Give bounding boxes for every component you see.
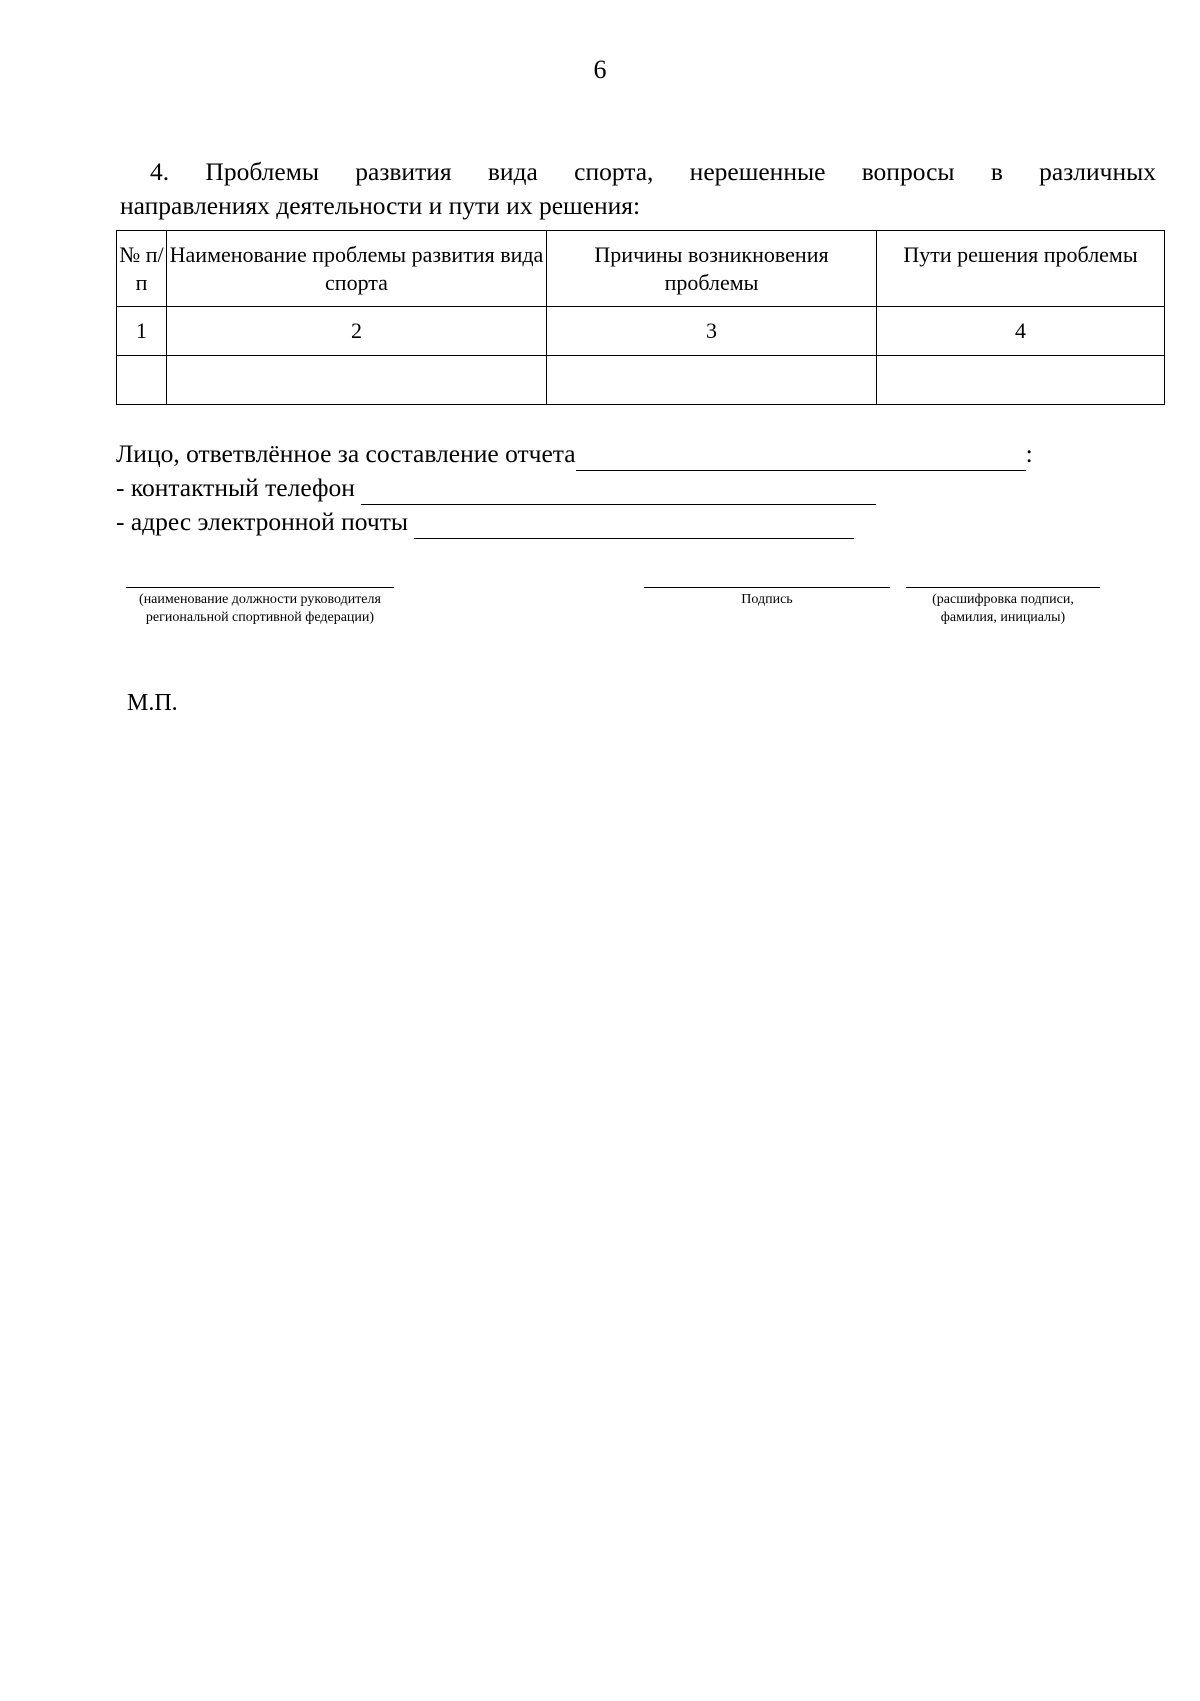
table-cell: 3 (547, 307, 877, 356)
phone-field[interactable] (361, 480, 876, 505)
name-caption: (расшифровка подписи, фамилия, инициалы) (932, 592, 1074, 625)
email-line (116, 505, 1033, 539)
signature-caption: Подпись (741, 592, 793, 607)
section-heading (120, 155, 1156, 223)
table-cell: 4 (877, 307, 1165, 356)
position-caption: (наименование должности руководителя региональной спортивной федерации) (139, 592, 381, 625)
responsible-person-block (116, 437, 1033, 539)
email-label: - адрес электронной почты (116, 507, 408, 536)
signature-block (644, 587, 890, 609)
responsible-person-colon: : (1025, 439, 1033, 468)
problems-table (116, 230, 1165, 405)
table-row (117, 307, 1165, 356)
page-number: 6 (593, 55, 607, 84)
responsible-person-field[interactable] (576, 446, 1026, 471)
position-signature-block (126, 587, 394, 627)
table-cell[interactable] (167, 356, 547, 405)
header-causes: Причины возникновения проблемы (547, 231, 877, 307)
responsible-person-line (116, 437, 1033, 471)
table-header-row (117, 231, 1165, 307)
phone-line (116, 471, 1033, 505)
stamp-place: М.П. (127, 690, 178, 716)
heading-line-1: 4. Проблемы развития вида спорта, нерешенные вопросы в различных (150, 157, 1156, 186)
name-signature-block (906, 587, 1100, 627)
table-cell: 1 (117, 307, 167, 356)
table-cell: 2 (167, 307, 547, 356)
heading-line-2: направлениях деятельности и пути их решения: (120, 191, 641, 220)
phone-label: - контактный телефон (116, 473, 355, 502)
table-cell[interactable] (547, 356, 877, 405)
position-line[interactable] (126, 587, 394, 588)
email-field[interactable] (414, 514, 854, 539)
signature-line[interactable] (644, 587, 890, 588)
header-solutions: Пути решения проблемы (877, 231, 1165, 307)
name-line[interactable] (906, 587, 1100, 588)
header-problem-name: Наименование проблемы развития вида спорта (167, 231, 547, 307)
table-cell[interactable] (117, 356, 167, 405)
responsible-person-label: Лицо, ответвлённое за составление отчета (116, 439, 576, 468)
table-cell[interactable] (877, 356, 1165, 405)
header-number: № п/п (117, 231, 167, 307)
table-row[interactable] (117, 356, 1165, 405)
